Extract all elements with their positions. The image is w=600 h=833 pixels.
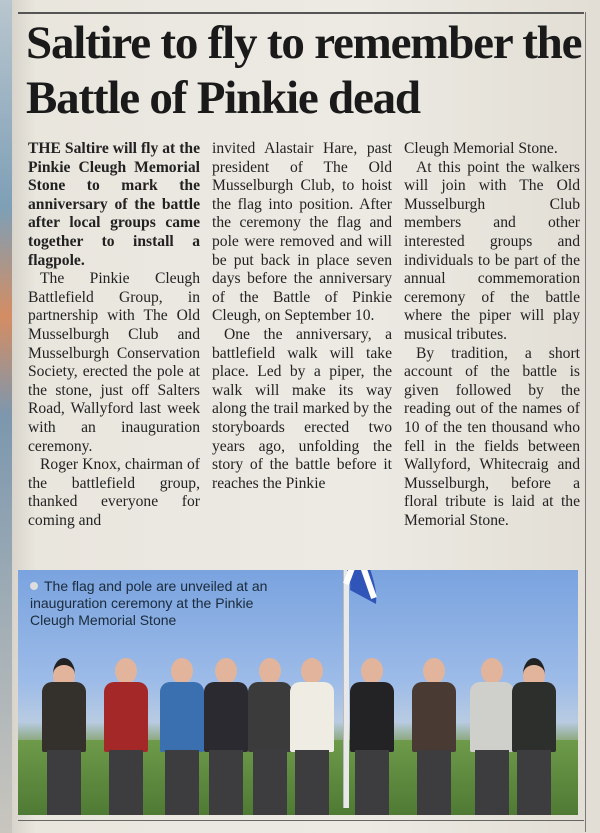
person-legs bbox=[253, 750, 287, 815]
person-body bbox=[512, 682, 556, 752]
person-head bbox=[215, 658, 237, 684]
article-column-3 bbox=[404, 140, 580, 530]
article-photo bbox=[18, 570, 578, 815]
body-paragraph: The Pinkie Cleugh Battlefield Group, in partnership with The Old Musselburgh Club and Musselburgh Conservation Society, erected the pole at the stone, just off Salters Road, Wallyford last week with an inauguration ceremony. bbox=[28, 270, 200, 455]
person-legs bbox=[165, 750, 199, 815]
body-paragraph: invited Alastair Hare, past president of The Old Musselburgh Club, to hoist the flag into position. After the ceremony the flag and pole were removed and will be put back in place seven days before the anniversary of the Battle of Pinkie Cleugh, on September 10. bbox=[212, 140, 392, 325]
person-head bbox=[171, 658, 193, 684]
person-head bbox=[423, 658, 445, 684]
person-legs bbox=[209, 750, 243, 815]
person-legs bbox=[417, 750, 451, 815]
person-body bbox=[104, 682, 148, 752]
person-figure bbox=[508, 658, 560, 815]
person-body bbox=[204, 682, 248, 752]
person-figure bbox=[286, 658, 338, 815]
bullet-icon bbox=[30, 582, 38, 590]
article-column-2 bbox=[212, 140, 392, 493]
person-head bbox=[361, 658, 383, 684]
photo-caption-text: The flag and pole are unveiled at an inauguration ceremony at the Pinkie Cleugh Memorial Stone bbox=[30, 578, 268, 628]
article-column-1 bbox=[28, 140, 200, 530]
person-head bbox=[481, 658, 503, 684]
person-head bbox=[301, 658, 323, 684]
person-legs bbox=[475, 750, 509, 815]
person-figure bbox=[38, 658, 90, 815]
adjacent-page-strip bbox=[0, 0, 12, 833]
photo-caption bbox=[30, 578, 300, 629]
person-body bbox=[350, 682, 394, 752]
top-rule bbox=[18, 12, 584, 14]
column-rule bbox=[585, 12, 586, 832]
person-body bbox=[412, 682, 456, 752]
body-paragraph: Cleugh Memorial Stone. bbox=[404, 140, 558, 157]
saltire-flag-icon bbox=[332, 570, 382, 604]
body-paragraph: One the anniversary, a battlefield walk will take place. Led by a piper, the walk will make its way along the trail marked by the storyboards erected two years ago, unfolding the story of the battle before it reaches the Pinkie bbox=[212, 325, 392, 492]
person-body bbox=[160, 682, 204, 752]
person-head bbox=[115, 658, 137, 684]
article-headline: Saltire to fly to remember the Battle of Pinkie dead bbox=[26, 17, 582, 124]
bottom-rule bbox=[18, 820, 584, 821]
person-body bbox=[42, 682, 86, 752]
person-legs bbox=[109, 750, 143, 815]
person-figure bbox=[346, 658, 398, 815]
person-legs bbox=[355, 750, 389, 815]
person-figure bbox=[100, 658, 152, 815]
person-legs bbox=[295, 750, 329, 815]
body-paragraph: Roger Knox, chairman of the battlefield group, thanked everyone for coming and bbox=[28, 456, 200, 529]
person-body bbox=[290, 682, 334, 752]
person-figure bbox=[408, 658, 460, 815]
body-paragraph: At this point the walkers will join with The Old Musselburgh Club members and other interested groups and individuals to be part of the annual commemoration ceremony of the battle where the piper will play musical tributes. bbox=[404, 158, 580, 343]
person-legs bbox=[47, 750, 81, 815]
person-head bbox=[259, 658, 281, 684]
person-legs bbox=[517, 750, 551, 815]
body-paragraph: By tradition, a short account of the battle is given followed by the reading out of the names of 10 of the ten thousand who fell in the fields between Wallyford, Whitecraig and Musselburgh, before a floral tribute is laid at the Memorial Stone. bbox=[404, 344, 580, 529]
lead-paragraph: THE Saltire will fly at the Pinkie Cleugh Memorial Stone to mark the anniversary of the battle after local groups came together to install a flagpole. bbox=[28, 140, 200, 269]
